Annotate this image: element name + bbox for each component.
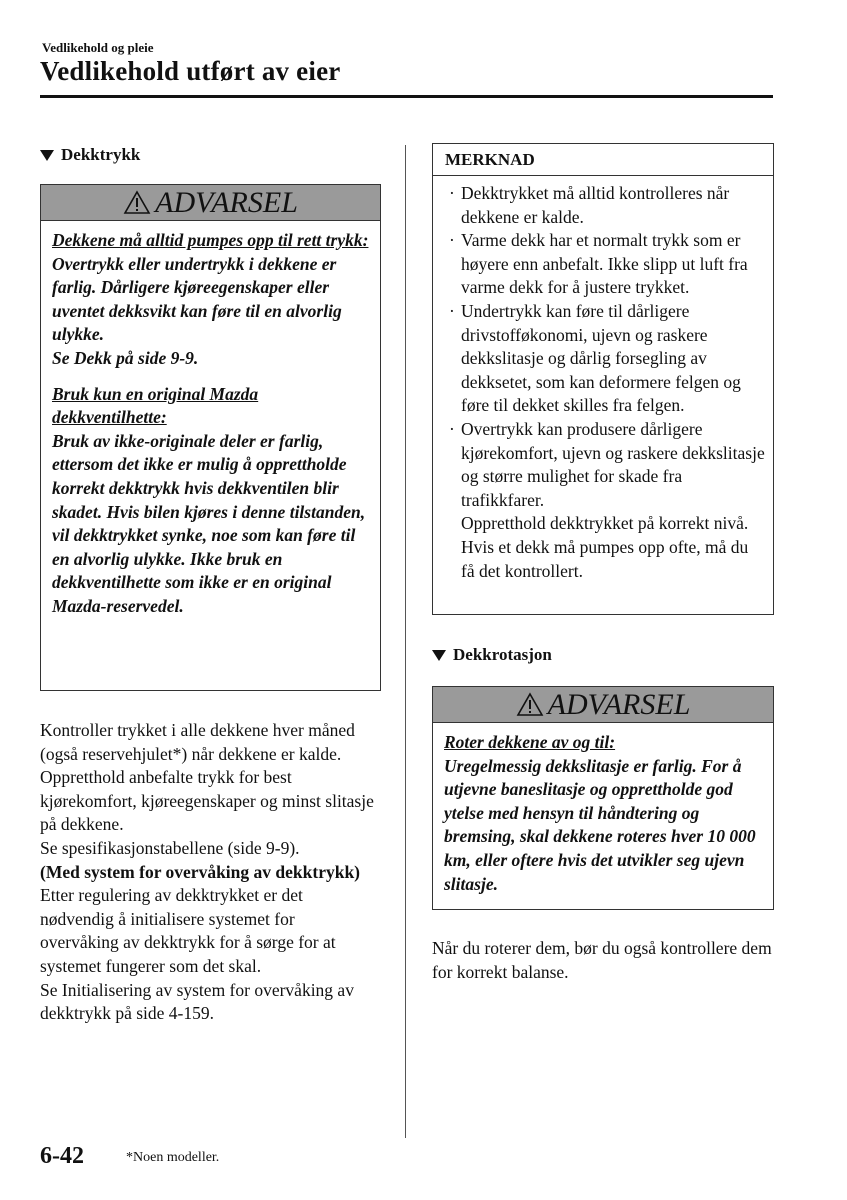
warning-label: ADVARSEL (547, 687, 691, 721)
warning-header (433, 687, 773, 723)
heading-dekktrykk (40, 145, 140, 165)
column-divider (405, 145, 406, 1138)
right-body-text: Når du roterer dem, bør du også kontrollere dem for korrekt balanse. (432, 938, 772, 982)
body-paragraph-3: Etter regulering av dekktrykket er det nødvendig å initialisere systemet for overvåking av dekktrykk for å sørge for at systemet fungerer som det skal. (40, 885, 336, 976)
note-item: · Dekktrykket må alltid kontrolleres når dekkene er kalde. (449, 182, 765, 229)
heading-dekktrykk-label: Dekktrykk (61, 145, 141, 164)
warning-box-pressure (40, 184, 381, 691)
note-item: · Overtrykk kan produsere dårligere kjørekomfort, ujevn og raskere dekkslitasje og større mulighet for skade fra trafikkfarer. (449, 418, 765, 512)
note-header: MERKNAD (433, 144, 773, 176)
triangle-marker-icon (40, 150, 54, 161)
note-item: · Varme dekk har et normalt trykk som er høyere enn anbefalt. Ikke slipp ut luft fra varme dekk for å justere trykket. (449, 229, 765, 300)
warning-text-2: Bruk av ikke-originale deler er farlig, ettersom det ikke er mulig å opprettholde korrekt dekktrykk hvis dekkventilen blir skadet. Hvis bilen kjøres i denne tilstanden, vil dekktrykket synke, noe som kan føre til en alvorlig ulykke. Ikke bruk en dekkventilhette som ikke er en original Mazda-reservedel. (52, 430, 366, 616)
warning-box-rotation (432, 686, 774, 910)
note-tail-text: Oppretthold dekktrykket på korrekt nivå. Hvis et dekk må pumpes opp ofte, må du få det kontrollert. (461, 513, 749, 581)
warning-header (41, 185, 380, 221)
warning-reference-1: Se Dekk på side 9-9. (52, 347, 199, 368)
heading-dekkrotasjon-label: Dekkrotasjon (453, 645, 552, 664)
heading-dekkrotasjon (432, 645, 552, 665)
warning-body (433, 723, 773, 906)
body-subheading-monitoring: (Med system for overvåking av dekktrykk) (40, 861, 361, 882)
page-number: 6-42 (40, 1143, 84, 1169)
triangle-marker-icon (432, 650, 446, 661)
body-paragraph-4: Se Initialisering av system for overvåking av dekktrykk på side 4-159. (40, 979, 354, 1024)
note-item: · Undertrykk kan føre til dårligere drivstofføkonomi, ujevn og raskere dekkslitasje og dårlig forsegling av dekksetet, som kan deformere felgen og føre til dekket skilles fra felgen. (449, 300, 765, 418)
note-box (432, 143, 774, 615)
warning-subheading-2: Bruk kun en original Mazda dekkventilhette: (52, 383, 259, 428)
left-body-text (40, 719, 375, 1026)
title-rule (40, 95, 773, 98)
body-paragraph-2: Se spesifikasjonstabellene (side 9-9). (40, 837, 300, 858)
body-paragraph-1: Kontroller trykket i alle dekkene hver måned (også reservehjulet*) når dekkene er kalde. Oppretthold anbefalte trykk for best kjørekomfort, kjøreegenskaper og minst slitasje på dekkene. (40, 720, 374, 835)
warning-label: ADVARSEL (155, 185, 298, 219)
warning-text-1: Overtrykk eller undertrykk i dekkene er farlig. Dårligere kjøreegenskaper eller uventet dekksvikt kan føre til en alvorlig ulykke. (52, 253, 342, 345)
warning-triangle-icon (123, 190, 151, 215)
page-title: Vedlikehold utført av eier (40, 56, 341, 86)
footnote: *Noen modeller. (126, 1150, 220, 1165)
warning-triangle-icon (516, 692, 544, 717)
warning-body (41, 221, 380, 629)
warning-text: Uregelmessig dekkslitasje er farlig. For å utjevne baneslitasje og opprettholde god ytelse med hensyn til håndtering og bremsing, skal dekkene roteres hver 10 000 km, eller oftere hvis det utvikler seg ujevn slitasje. (444, 755, 756, 894)
note-body (433, 176, 773, 589)
warning-subheading-1: Dekkene må alltid pumpes opp til rett trykk: (52, 230, 369, 250)
warning-subheading: Roter dekkene av og til: (444, 732, 616, 752)
section-label: Vedlikehold og pleie (42, 40, 154, 55)
